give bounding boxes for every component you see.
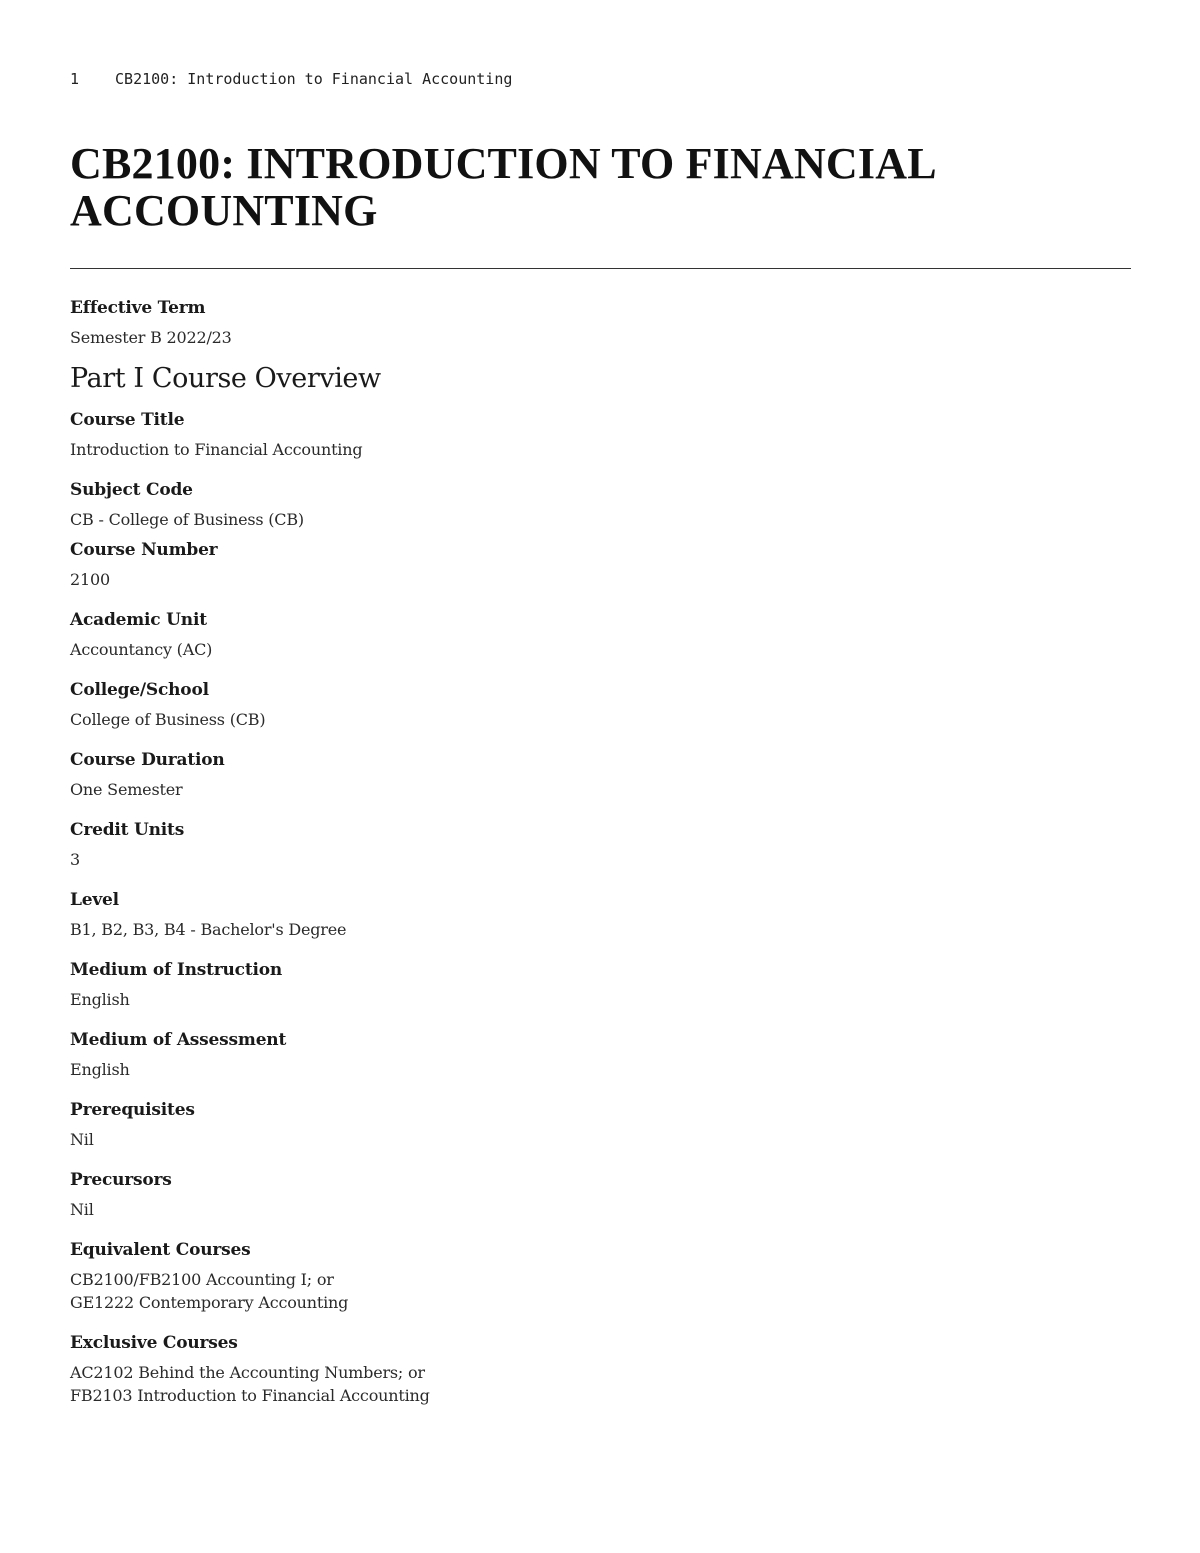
field-label: Equivalent Courses bbox=[70, 1240, 251, 1260]
field-precursors bbox=[70, 1168, 1070, 1221]
field-value: B1, B2, B3, B4 - Bachelor's Degree bbox=[70, 920, 347, 939]
section-heading: Part I Course Overview bbox=[70, 363, 381, 394]
field-equivalent-courses bbox=[70, 1238, 1070, 1314]
field-value: English bbox=[70, 1060, 130, 1079]
field-course-duration bbox=[70, 748, 1070, 801]
field-value: One Semester bbox=[70, 780, 183, 799]
field-value: Semester B 2022/23 bbox=[70, 328, 232, 347]
field-label: Level bbox=[70, 890, 119, 910]
field-value bbox=[70, 1268, 1070, 1314]
field-label: Academic Unit bbox=[70, 610, 207, 630]
field-label: College/School bbox=[70, 680, 209, 700]
page-title-line-2: ACCOUNTING bbox=[70, 186, 378, 235]
field-label: Precursors bbox=[70, 1170, 172, 1190]
page-title bbox=[70, 140, 1130, 234]
field-value: Accountancy (AC) bbox=[70, 640, 213, 659]
exclusive-course-line: AC2102 Behind the Accounting Numbers; or bbox=[70, 1363, 425, 1382]
field-label: Subject Code bbox=[70, 480, 193, 500]
field-label: Prerequisites bbox=[70, 1100, 195, 1120]
page-title-line-1: CB2100: INTRODUCTION TO FINANCIAL bbox=[70, 139, 937, 188]
field-value: Introduction to Financial Accounting bbox=[70, 440, 363, 459]
field-medium-instruction bbox=[70, 958, 1070, 1011]
field-course-title bbox=[70, 408, 1070, 461]
field-value: 2100 bbox=[70, 570, 110, 589]
field-prerequisites bbox=[70, 1098, 1070, 1151]
field-label: Medium of Assessment bbox=[70, 1030, 287, 1050]
exclusive-course-line: FB2103 Introduction to Financial Accounting bbox=[70, 1386, 430, 1405]
field-course-number bbox=[70, 538, 1070, 591]
field-value: Nil bbox=[70, 1130, 94, 1149]
field-label: Course Number bbox=[70, 540, 218, 560]
field-value bbox=[70, 1361, 1070, 1407]
title-divider bbox=[70, 268, 1131, 269]
field-credit-units bbox=[70, 818, 1070, 871]
field-college-school bbox=[70, 678, 1070, 731]
field-label: Exclusive Courses bbox=[70, 1333, 238, 1353]
field-effective-term bbox=[70, 296, 1070, 349]
field-label: Course Duration bbox=[70, 750, 225, 770]
field-value: College of Business (CB) bbox=[70, 710, 266, 729]
field-label: Credit Units bbox=[70, 820, 185, 840]
equivalent-course-line: GE1222 Contemporary Accounting bbox=[70, 1293, 349, 1312]
running-header bbox=[70, 70, 512, 88]
field-label: Effective Term bbox=[70, 298, 206, 318]
field-academic-unit bbox=[70, 608, 1070, 661]
field-value: English bbox=[70, 990, 130, 1009]
course-details bbox=[70, 296, 1070, 1424]
field-value: Nil bbox=[70, 1200, 94, 1219]
page-number: 1 bbox=[70, 70, 80, 88]
field-label: Course Title bbox=[70, 410, 185, 430]
field-level bbox=[70, 888, 1070, 941]
field-value: 3 bbox=[70, 850, 80, 869]
field-value: CB - College of Business (CB) bbox=[70, 510, 304, 529]
running-title: CB2100: Introduction to Financial Accounting bbox=[115, 70, 513, 88]
field-label: Medium of Instruction bbox=[70, 960, 283, 980]
field-medium-assessment bbox=[70, 1028, 1070, 1081]
equivalent-course-line: CB2100/FB2100 Accounting I; or bbox=[70, 1270, 334, 1289]
field-subject-code bbox=[70, 478, 1070, 531]
field-exclusive-courses bbox=[70, 1331, 1070, 1407]
